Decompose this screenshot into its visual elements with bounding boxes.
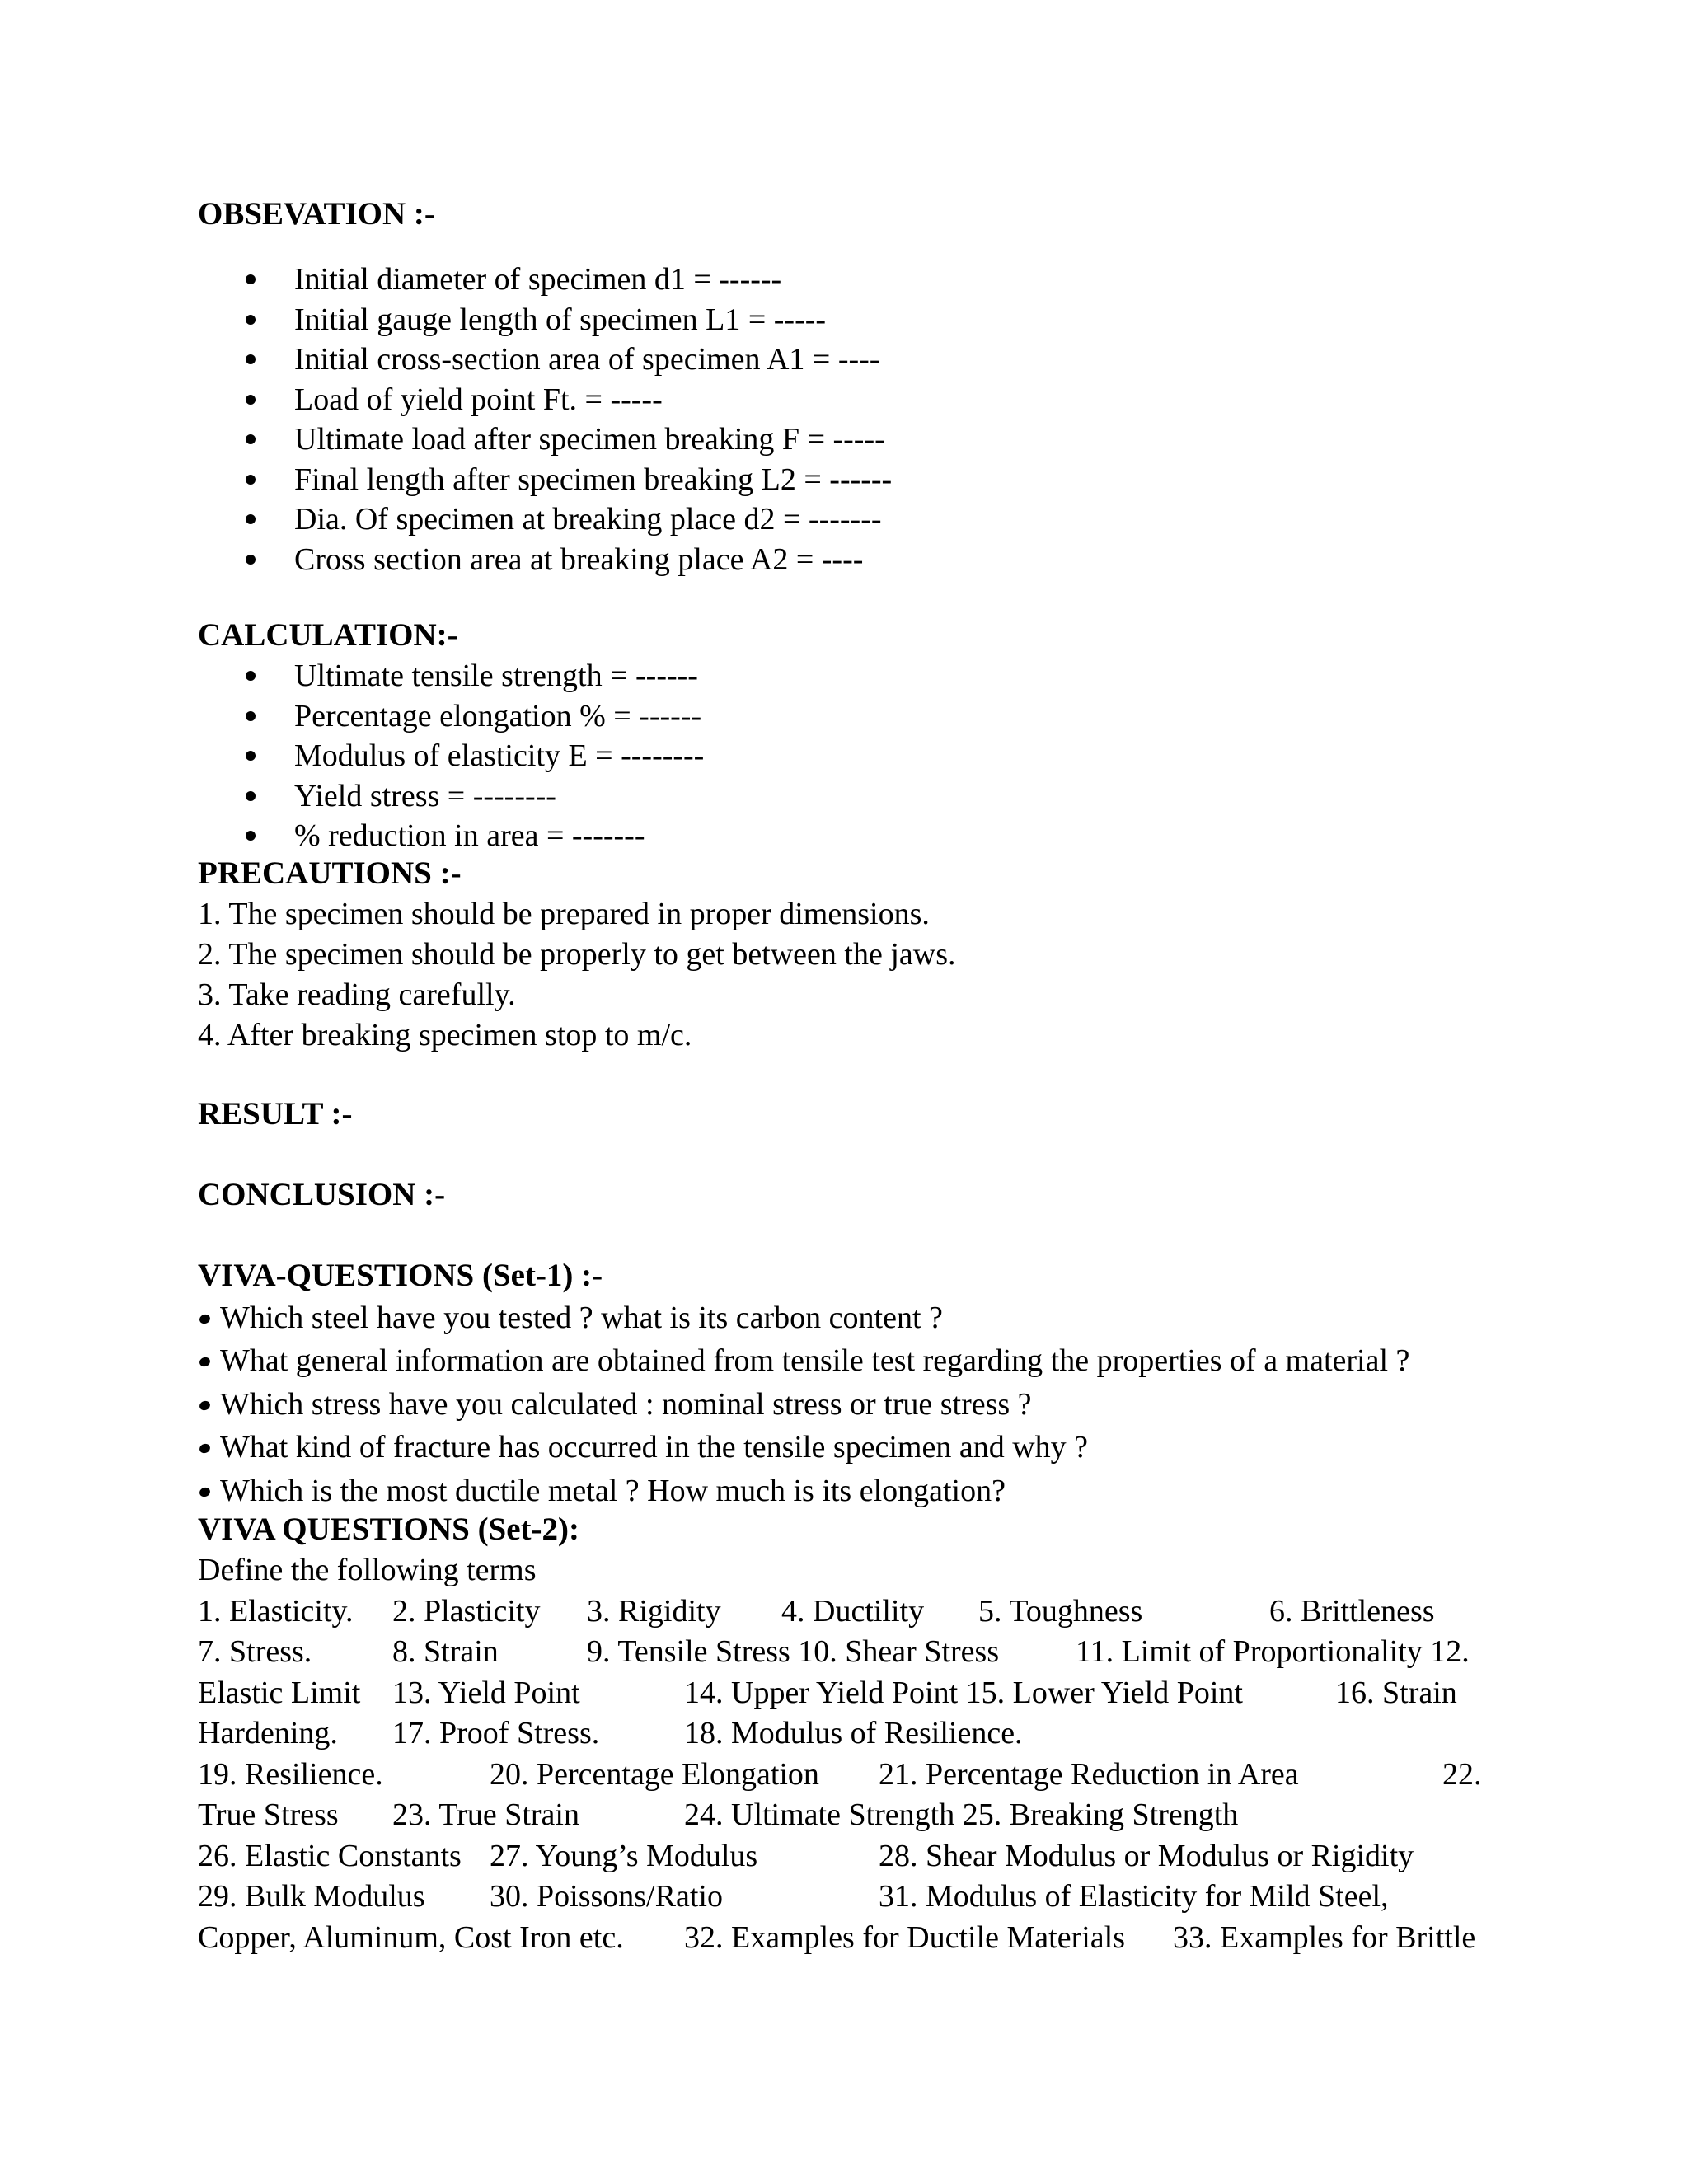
list-item: Ultimate tensile strength = ------ bbox=[198, 656, 1500, 696]
list-item: 4. After breaking specimen stop to m/c. bbox=[198, 1017, 692, 1052]
terms-line bbox=[198, 1795, 1500, 1836]
bullet-icon bbox=[199, 1442, 212, 1455]
term: 18. Modulus of Resilience. bbox=[684, 1716, 1023, 1750]
viva-set1-list bbox=[198, 1296, 1500, 1513]
terms-line bbox=[198, 1632, 1500, 1673]
list-item: Which is the most ductile metal ? How much is its elongation? bbox=[198, 1469, 1500, 1513]
term: 29. Bulk Modulus bbox=[198, 1879, 425, 1914]
bullet-icon bbox=[246, 514, 256, 524]
viva-set2-heading: VIVA QUESTIONS (Set-2): bbox=[198, 1511, 580, 1547]
bullet-icon bbox=[246, 555, 256, 565]
terms-block bbox=[198, 1591, 1500, 1959]
term: Hardening. bbox=[198, 1716, 338, 1750]
term: 6. Brittleness bbox=[1269, 1593, 1435, 1629]
bullet-icon bbox=[199, 1313, 212, 1325]
term: 13. Yield Point bbox=[392, 1675, 580, 1710]
bullet-icon bbox=[246, 791, 256, 801]
term: Elastic Limit bbox=[198, 1675, 361, 1710]
terms-line bbox=[198, 1591, 1500, 1633]
bullet-icon bbox=[246, 751, 256, 761]
conclusion-heading: CONCLUSION :- bbox=[198, 1176, 446, 1212]
bullet-icon bbox=[199, 1399, 212, 1412]
term: 9. Tensile Stress 10. Shear Stress bbox=[587, 1634, 1000, 1669]
list-item: Final length after specimen breaking L2 = ------ bbox=[198, 460, 1500, 500]
bullet-icon bbox=[246, 274, 256, 284]
term: 11. Limit of Proportionality 12. bbox=[1076, 1634, 1470, 1669]
bullet-icon bbox=[246, 395, 256, 405]
term: 22. bbox=[1442, 1756, 1482, 1792]
observation-list bbox=[198, 260, 1500, 579]
result-heading: RESULT :- bbox=[198, 1095, 353, 1132]
term: 31. Modulus of Elasticity for Mild Steel, bbox=[879, 1879, 1389, 1914]
list-item: Modulus of elasticity E = -------- bbox=[198, 736, 1500, 776]
bullet-icon bbox=[246, 831, 256, 841]
list-item: Initial cross-section area of specimen A1 = ---- bbox=[198, 340, 1500, 380]
bullet-icon bbox=[199, 1486, 212, 1498]
terms-line bbox=[198, 1918, 1500, 1959]
list-item: Which stress have you calculated : nominal stress or true stress ? bbox=[198, 1383, 1500, 1427]
list-item: Dia. Of specimen at breaking place d2 = ------- bbox=[198, 499, 1500, 540]
term: 14. Upper Yield Point 15. Lower Yield Point bbox=[684, 1675, 1243, 1710]
list-item: Ultimate load after specimen breaking F = ----- bbox=[198, 419, 1500, 460]
term: 33. Examples for Brittle bbox=[1173, 1919, 1476, 1955]
term: 17. Proof Stress. bbox=[392, 1716, 600, 1750]
term: Copper, Aluminum, Cost Iron etc. bbox=[198, 1919, 624, 1955]
viva-set2-intro: Define the following terms bbox=[198, 1553, 537, 1587]
viva-set1-heading: VIVA-QUESTIONS (Set-1) :- bbox=[198, 1257, 603, 1293]
terms-line bbox=[198, 1836, 1500, 1877]
bullet-icon bbox=[246, 711, 256, 721]
calculation-heading: CALCULATION:- bbox=[198, 617, 458, 653]
term: 1. Elasticity. bbox=[198, 1593, 354, 1629]
list-item: Percentage elongation % = ------ bbox=[198, 696, 1500, 737]
calculation-list bbox=[198, 656, 1500, 856]
term: 19. Resilience. bbox=[198, 1756, 383, 1792]
term: 7. Stress. bbox=[198, 1634, 312, 1669]
list-item: Cross section area at breaking place A2 = ---- bbox=[198, 540, 1500, 580]
term: 21. Percentage Reduction in Area bbox=[879, 1756, 1299, 1792]
list-item: What kind of fracture has occurred in the tensile specimen and why ? bbox=[198, 1426, 1500, 1469]
list-item: Initial gauge length of specimen L1 = ----- bbox=[198, 300, 1500, 340]
list-item: % reduction in area = ------- bbox=[198, 816, 1500, 856]
terms-line bbox=[198, 1673, 1500, 1714]
list-item: Load of yield point Ft. = ----- bbox=[198, 380, 1500, 420]
terms-line bbox=[198, 1755, 1500, 1796]
term: 27. Young’s Modulus bbox=[490, 1838, 758, 1873]
term: 23. True Strain bbox=[392, 1797, 579, 1832]
terms-line bbox=[198, 1877, 1500, 1918]
bullet-icon bbox=[246, 315, 256, 325]
list-item: Which steel have you tested ? what is its carbon content ? bbox=[198, 1296, 1500, 1340]
list-item: Initial diameter of specimen d1 = ------ bbox=[198, 260, 1500, 300]
term: 16. Strain bbox=[1335, 1675, 1457, 1710]
terms-line bbox=[198, 1713, 1500, 1755]
bullet-icon bbox=[199, 1356, 212, 1368]
term: 20. Percentage Elongation bbox=[490, 1756, 819, 1792]
term: 8. Strain bbox=[392, 1634, 499, 1669]
term: 4. Ductility bbox=[781, 1593, 925, 1629]
term: 24. Ultimate Strength 25. Breaking Strength bbox=[684, 1797, 1239, 1832]
precautions-heading: PRECAUTIONS :- bbox=[198, 855, 462, 891]
precautions-list bbox=[198, 894, 1500, 1056]
term: 3. Rigidity bbox=[587, 1593, 721, 1629]
term: 30. Poissons/Ratio bbox=[490, 1879, 723, 1914]
observation-heading: OBSEVATION :- bbox=[198, 196, 435, 232]
document-page bbox=[198, 194, 1500, 1958]
list-item: Yield stress = -------- bbox=[198, 776, 1500, 817]
bullet-icon bbox=[246, 434, 256, 444]
bullet-icon bbox=[246, 671, 256, 681]
list-item: 3. Take reading carefully. bbox=[198, 977, 516, 1012]
term: 32. Examples for Ductile Materials bbox=[684, 1919, 1126, 1955]
list-item: 1. The specimen should be prepared in proper dimensions. bbox=[198, 896, 930, 931]
term: 2. Plasticity bbox=[392, 1593, 541, 1629]
list-item: 2. The specimen should be properly to get between the jaws. bbox=[198, 936, 956, 972]
term: 26. Elastic Constants bbox=[198, 1838, 462, 1873]
bullet-icon bbox=[246, 475, 256, 485]
term: 28. Shear Modulus or Modulus or Rigidity bbox=[879, 1838, 1414, 1873]
term: True Stress bbox=[198, 1797, 339, 1832]
bullet-icon bbox=[246, 354, 256, 364]
list-item: What general information are obtained from tensile test regarding the properties of a material ? bbox=[198, 1339, 1500, 1383]
term: 5. Toughness bbox=[978, 1593, 1143, 1629]
